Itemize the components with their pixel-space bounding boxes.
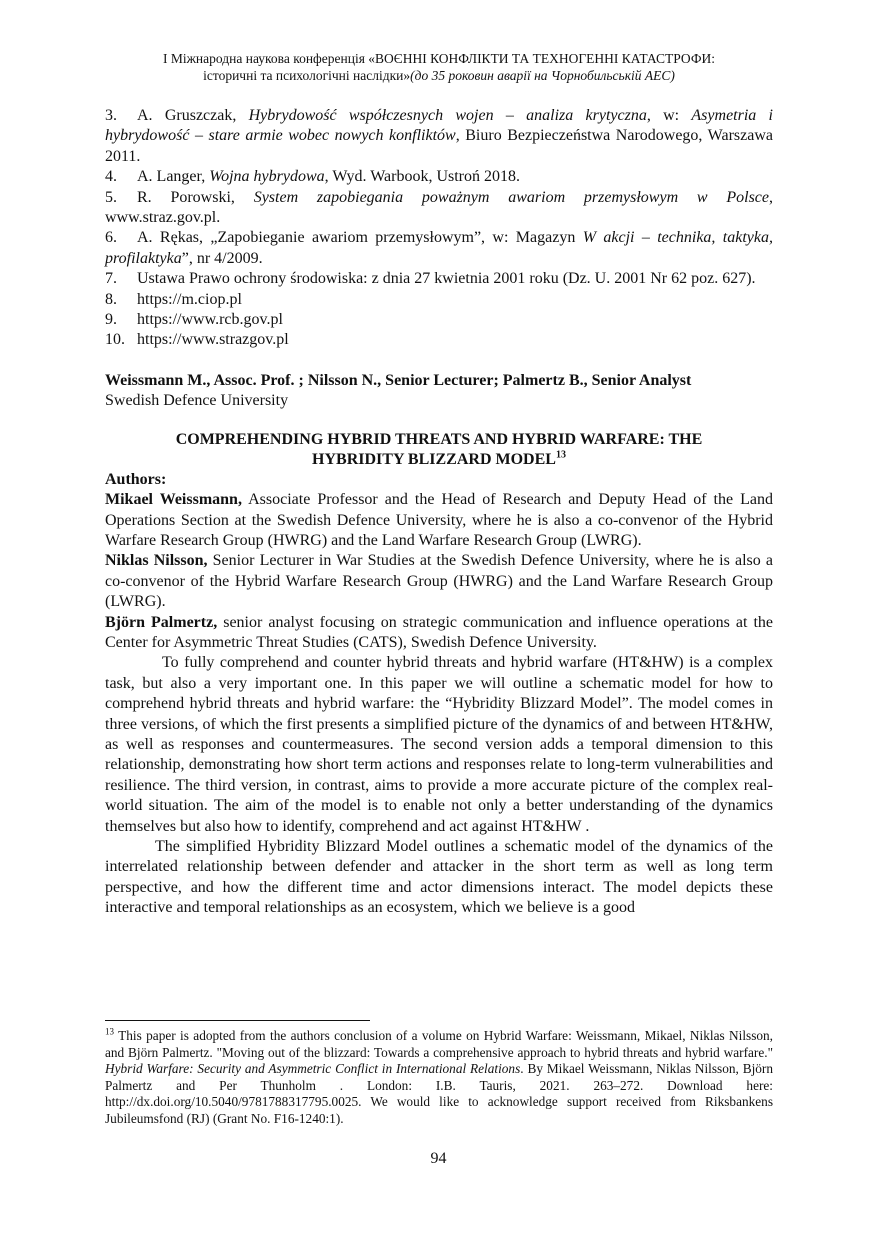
header-line-2: історичні та психологічні наслідки»(до 35 роковин аварії на Чорнобильській АЕС): [203, 68, 675, 83]
article-title: COMPREHENDING HYBRID THREATS AND HYBRID WARFARE: THE HYBRIDITY BLIZZARD MODEL$^{13}$: [175, 430, 703, 468]
reference-item: 9. https://www.rcb.gov.pl: [105, 311, 283, 329]
running-header: [105, 50, 773, 84]
body-paragraph: To fully comprehend and counter hybrid threats and hybrid warfare (HT&HW) is a complex task, but also a very important one. In this paper we will outline a schematic model for how to comprehend hybrid threats and hybrid warfare: the “Hybridity Blizzard Model”. The model comes in three versions, of which the first presents a simplified picture of the dynamics of and between HT&HW, as well as responses and countermeasures. The second version adds a temporal dimension to this relationship, demonstrating how short term actions and responses relate to long-term vulnerabilities and resilience. The third version, in contrast, aims to provide a more accurate picture of the complex real-world situation. The aim of the model is to enable not only a better understanding of the dynamics themselves but also how to identify, comprehend and act against HT&HW .: [105, 654, 773, 835]
authors-line: Weissmann M., Assoc. Prof. ; Nilsson N., Senior Lecturer; Palmertz B., Senior Analyst: [105, 371, 692, 389]
reference-item: 6. A. Rękas, „Zapobieganie awariom przemysłowym”, w: Magazyn W akcji – technika, taktyka, profilaktyka”, nr 4/2009.: [105, 229, 774, 267]
article-body: [105, 470, 773, 919]
reference-item: 5. R. Porowski, System zapobiegania poważnym awariom przemysłowym w Polsce, www.straz.gov.pl.: [105, 188, 773, 227]
reference-item: 7. Ustawa Prawo ochrony środowiska: z dnia 27 kwietnia 2001 roku (Dz. U. 2001 Nr 62 poz. 627).: [105, 270, 756, 288]
author-bio: Mikael Weissmann, Associate Professor and the Head of Research and Deputy Head of the Land Operations Section at the Swedish Defence University, where he is also a co-convenor of the Hybrid Warfare Research Group (HWRG) and the Land Warfare Research Group (LWRG).: [105, 491, 773, 549]
page-number: 94: [430, 1150, 447, 1167]
page-content: [105, 50, 773, 919]
footnote-marker: 13: [555, 449, 566, 461]
authors-heading: Authors:: [105, 470, 167, 488]
body-paragraph: The simplified Hybridity Blizzard Model outlines a schematic model of the dynamics of the interrelated relationship between defender and attacker in the short term as well as long term perspective, and how the different time and actor dimensions interact. The model depicts these interactive and temporal relationships as an ecosystem, which we believe is a good: [105, 838, 773, 917]
footnote-rule: [105, 1020, 370, 1021]
footnote: $^{13}$ This paper is adopted from the authors conclusion of a volume on Hybrid Warfare: Weissmann, Mikael, Niklas Nilsson, and Björn Palmertz. "Moving out of the blizzard: Towards a comprehensive approach to hybrid threats and hybrid warfare." Hybrid Warfare: Security and Asymmetric Conflict in International Relations. By Mikael Weissmann, Niklas Nilsson, Björn Palmertz and Per Thunholm . London: I.B. Tauris, 2021. 263–272. Download here: http://dx.doi.org/10.5040/9781788317795.0025. We would like to acknowledge support received from Riksbankens Jubileumsfond (RJ) (Grant No. F16-1240:1).: [105, 1026, 773, 1126]
reference-item: 8. https://m.ciop.pl: [105, 290, 242, 308]
reference-item: 3. A. Gruszczak, Hybrydowość współczesnych wojen – analiza krytyczna, w: Asymetria i hybrydowość – stare armie wobec nowych konfliktów, Biuro Bezpieczeństwa Narodowego, Warszawa 2011.: [105, 107, 774, 165]
reference-item: 4. A. Langer, Wojna hybrydowa, Wyd. Warbook, Ustroń 2018.: [105, 168, 520, 186]
author-bio: Björn Palmertz, senior analyst focusing on strategic communication and influence operations at the Center for Asymmetric Threat Studies (CATS), Swedish Defence University.: [105, 613, 773, 651]
affiliation: Swedish Defence University: [105, 392, 289, 410]
author-bio: Niklas Nilsson, Senior Lecturer in War Studies at the Swedish Defence University, where he is also a co-convenor of the Hybrid Warfare Research Group (HWRG) and the Land Warfare Research Group (LWRG).: [105, 552, 773, 611]
reference-item: 10. https://www.strazgov.pl: [105, 331, 289, 349]
reference-list: [105, 106, 773, 351]
header-line-1: І Міжнародна наукова конференція «ВОЄННІ КОНФЛІКТИ ТА ТЕХНОГЕННІ КАТАСТРОФИ:: [162, 51, 716, 66]
